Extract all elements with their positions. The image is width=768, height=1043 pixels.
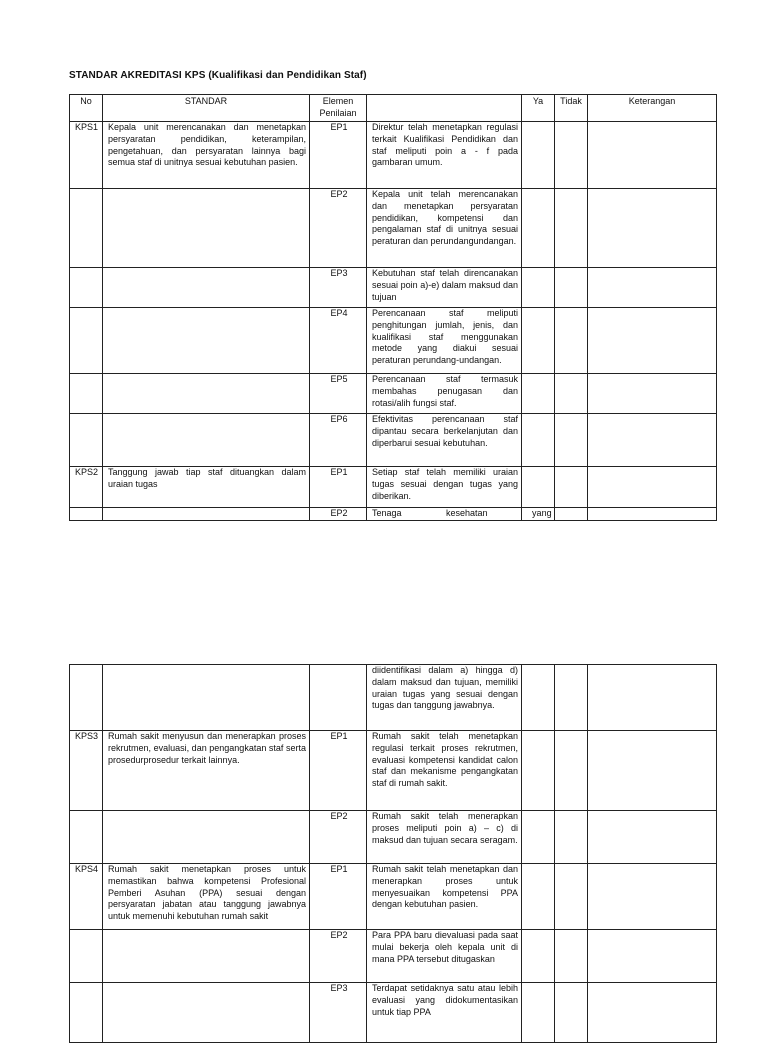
row-ep: EP3 [310,268,367,308]
table-row [70,374,717,414]
row-ya-cell [522,983,555,1043]
row-no [70,308,103,374]
row-description: Terdapat setidaknya satu atau lebih evaluasi yang didokumentasikan untuk tiap PPA [367,983,522,1043]
row-description: Kebutuhan staf telah direncanakan sesuai poin a)-e) dalam maksud dan tujuan [367,268,522,308]
row-no [70,508,103,521]
table-row [70,308,717,374]
row-ya-cell [522,731,555,811]
row-standar: Rumah sakit menyusun dan menerapkan proses rekrutmen, evaluasi, dan pengangkatan staf serta prosedurprosedur terkait lainnya. [103,731,310,811]
table-row [70,665,717,731]
header-ya: Ya [522,95,555,122]
row-no: KPS3 [70,731,103,811]
document-title: STANDAR AKREDITASI KPS (Kualifikasi dan Pendidikan Staf) [69,70,367,81]
row-ep: EP2 [310,811,367,864]
row-standar [103,930,310,983]
header-tidak: Tidak [555,95,588,122]
row-standar [103,665,310,731]
table-row [70,189,717,268]
row-ya-cell [522,864,555,930]
row-tidak-cell [555,811,588,864]
table-row [70,864,717,930]
kps-table-continued [69,664,717,1043]
header-elemen-line2: Penilaian [319,107,357,118]
row-ya-cell [522,122,555,189]
row-keterangan-cell [588,467,717,508]
row-standar [103,983,310,1043]
row-keterangan-cell [588,189,717,268]
row-description: Perencanaan staf termasuk membahas penugasan dan rotasi/alih fungsi staf. [367,374,522,414]
row-ep [310,665,367,731]
row-tidak-cell [555,374,588,414]
row-ya-cell [522,811,555,864]
row-ya-cell [522,268,555,308]
row-description: Rumah sakit telah menetapkan dan menerapkan proses untuk menyesuaikan kompetensi PPA dengan kebutuhan pasien. [367,864,522,930]
row-no [70,414,103,467]
row-tidak-cell [555,414,588,467]
row-tidak-cell [555,731,588,811]
row-no [70,665,103,731]
table-row [70,508,717,521]
row-keterangan-cell [588,731,717,811]
row-ep: EP1 [310,731,367,811]
row-keterangan-cell [588,665,717,731]
row-ep: EP6 [310,414,367,467]
row-ep: EP5 [310,374,367,414]
row-no [70,811,103,864]
row-tidak-cell [555,508,588,521]
row-description: Rumah sakit telah menerapkan proses meliputi poin a) – c) di maksud dan tujuan secara seragam. [367,811,522,864]
row-ya-cell [522,665,555,731]
row-no [70,268,103,308]
row-tidak-cell [555,189,588,268]
row-ep: EP1 [310,122,367,189]
row-keterangan-cell [588,308,717,374]
row-description: Tenaga kesehatan yang [367,508,522,521]
row-standar [103,374,310,414]
row-keterangan-cell [588,414,717,467]
row-no [70,374,103,414]
row-keterangan-cell [588,122,717,189]
header-blank [367,95,522,122]
row-no: KPS1 [70,122,103,189]
row-ep: EP3 [310,983,367,1043]
row-standar [103,189,310,268]
row-tidak-cell [555,930,588,983]
table-row [70,122,717,189]
row-description: Kepala unit telah merencanakan dan menetapkan persyaratan pendidikan, kompetensi dan pengalaman staf di unitnya sesuai peraturan dan perundangundangan. [367,189,522,268]
row-ep: EP1 [310,467,367,508]
table-row [70,467,717,508]
row-standar: Kepala unit merencanakan dan menetapkan persyaratan pendidikan, keterampilan, pengetahuan, dan persyaratan lainnya bagi semua staf di unitnya sesuai kebutuhan pasien. [103,122,310,189]
table-row [70,930,717,983]
row-ya-cell [522,414,555,467]
row-keterangan-cell [588,983,717,1043]
row-keterangan-cell [588,811,717,864]
row-standar [103,811,310,864]
row-ep: EP2 [310,189,367,268]
row-keterangan-cell [588,374,717,414]
row-ya-cell [522,308,555,374]
row-description: Efektivitas perencanaan staf dipantau secara berkelanjutan dan diperbarui sesuai kebutuhan. [367,414,522,467]
row-standar: Rumah sakit menetapkan proses untuk memastikan bahwa kompetensi Profesional Pemberi Asuhan (PPA) sesuai dengan persyaratan jabatan atau tanggung jawabnya untuk memenuhi kebutuhan rumah sakit [103,864,310,930]
row-description: Direktur telah menetapkan regulasi terkait Kualifikasi Pendidikan dan staf meliputi poin a - f pada gambaran umum. [367,122,522,189]
row-no: KPS4 [70,864,103,930]
row-standar [103,308,310,374]
header-elemen-line1: Elemen [322,96,354,106]
header-standar: STANDAR [103,95,310,122]
kps-table-top [69,94,717,521]
row-no [70,930,103,983]
row-ya-cell [522,189,555,268]
row-description: Perencanaan staf meliputi penghitungan jumlah, jenis, dan kualifikasi staf menggunakan metode yang diakui sesuai peraturan perundang-undangan. [367,308,522,374]
row-no: KPS2 [70,467,103,508]
row-no [70,983,103,1043]
row-tidak-cell [555,122,588,189]
row-keterangan-cell [588,864,717,930]
table-row [70,811,717,864]
row-tidak-cell [555,467,588,508]
row-no [70,189,103,268]
row-ya-cell [522,374,555,414]
row-ep: EP1 [310,864,367,930]
row-standar [103,414,310,467]
table-row [70,731,717,811]
row-ya-cell [522,930,555,983]
row-tidak-cell [555,308,588,374]
row-description: diidentifikasi dalam a) hingga d) dalam maksud dan tujuan, memiliki uraian tugas yang sesuai dengan tugas dan tanggung jawabnya. [367,665,522,731]
table-header-row [70,95,717,122]
row-tidak-cell [555,665,588,731]
header-keterangan: Keterangan [588,95,717,122]
row-ya-cell [522,467,555,508]
row-description: Rumah sakit telah menetapkan regulasi terkait proses rekrutmen, evaluasi kompetensi kandidat calon staf dan mekanisme pengangkatan staf di rumah sakit. [367,731,522,811]
row-tidak-cell [555,864,588,930]
header-elemen-penilaian [310,95,367,122]
table-row [70,414,717,467]
row-standar: Tanggung jawab tiap staf dituangkan dalam uraian tugas [103,467,310,508]
row-tidak-cell [555,268,588,308]
table-row [70,983,717,1043]
row-description: Setiap staf telah memiliki uraian tugas sesuai dengan tugas yang diberikan. [367,467,522,508]
row-tidak-cell [555,983,588,1043]
header-no: No [70,95,103,122]
row-description: Para PPA baru dievaluasi pada saat mulai bekerja oleh kepala unit di mana PPA tersebut ditugaskan [367,930,522,983]
row-standar [103,508,310,521]
row-ep: EP2 [310,508,367,521]
row-standar [103,268,310,308]
row-ep: EP4 [310,308,367,374]
row-ep: EP2 [310,930,367,983]
table-row [70,268,717,308]
row-keterangan-cell [588,508,717,521]
row-keterangan-cell [588,930,717,983]
row-keterangan-cell [588,268,717,308]
